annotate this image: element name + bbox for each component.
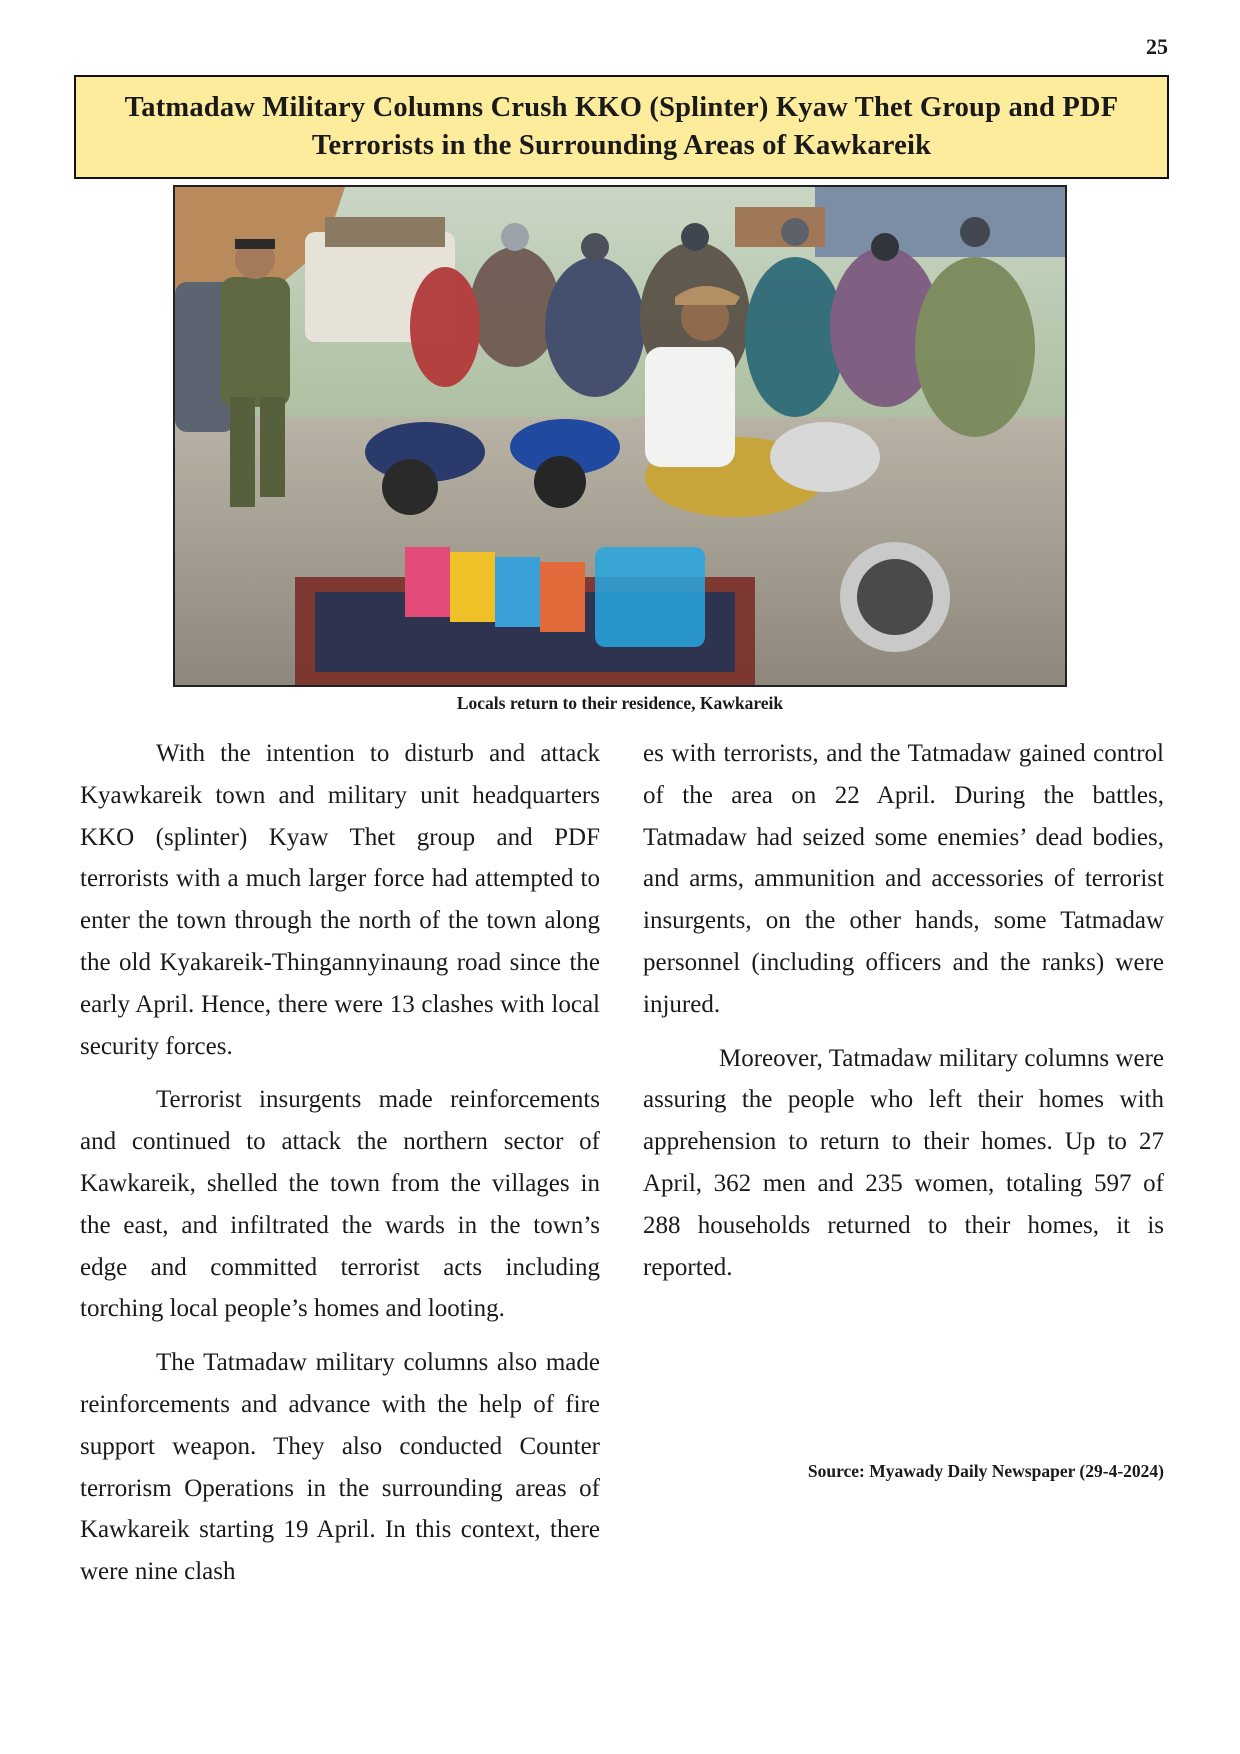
paragraph: Terrorist insurgents made reinforcements and continued to attack the northern sector of Kawkareik, shelled the town from the villages in the east, and infiltrated the wards in the town’s edge and committed terrorist acts including torching local people’s homes and looting. bbox=[80, 1086, 600, 1323]
photo-caption: Locals return to their residence, Kawkareik bbox=[456, 693, 784, 713]
source-credit: Source: Myawady Daily Newspaper (29-4-2024) bbox=[807, 1461, 1164, 1481]
paragraph: With the intention to disturb and attack Kyawkareik town and military unit headquarters KKO (splinter) Kyaw Thet group and PDF terrorists with a much larger force had attempted to enter the town through the north of the town along the old Kyakareik-Thingannyinaung road since the early April. Hence, there were 13 clashes with local security forces. bbox=[80, 740, 600, 1060]
article-title-line-2: Terrorists in the Surrounding Areas of Kawkareik bbox=[311, 130, 932, 161]
article-title-line-1: Tatmadaw Military Columns Crush KKO (Splinter) Kyaw Thet Group and PDF bbox=[124, 92, 1119, 123]
article-right-column bbox=[643, 733, 1164, 1288]
paragraph: Moreover, Tatmadaw military columns were assuring the people who left their homes with apprehension to return to their homes. Up to 27 April, 362 men and 235 women, totaling 597 of 288 households returned to their homes, it is reported. bbox=[643, 1044, 1164, 1281]
news-photo bbox=[173, 185, 1067, 687]
article-left-column bbox=[80, 733, 600, 1593]
paragraph: The Tatmadaw military columns also made reinforcements and advance with the help of fire support weapon. They also conducted Counter terrorism Operations in the surrounding areas of Kawkareik starting 19 April. In this context, there were nine clash bbox=[80, 1349, 600, 1586]
soldier bbox=[220, 239, 290, 507]
blue-basket bbox=[595, 547, 705, 647]
paragraph: es with terrorists, and the Tatmadaw gained control of the area on 22 April. During the battles, Tatmadaw had seized some enemies’ dead bodies, and arms, ammunition and accessories of terrorist insurgents, on the other hands, some Tatmadaw personnel (including officers and the ranks) were injured. bbox=[643, 740, 1164, 1018]
page-number: 25 bbox=[1146, 34, 1168, 59]
article-title-box bbox=[74, 75, 1169, 179]
